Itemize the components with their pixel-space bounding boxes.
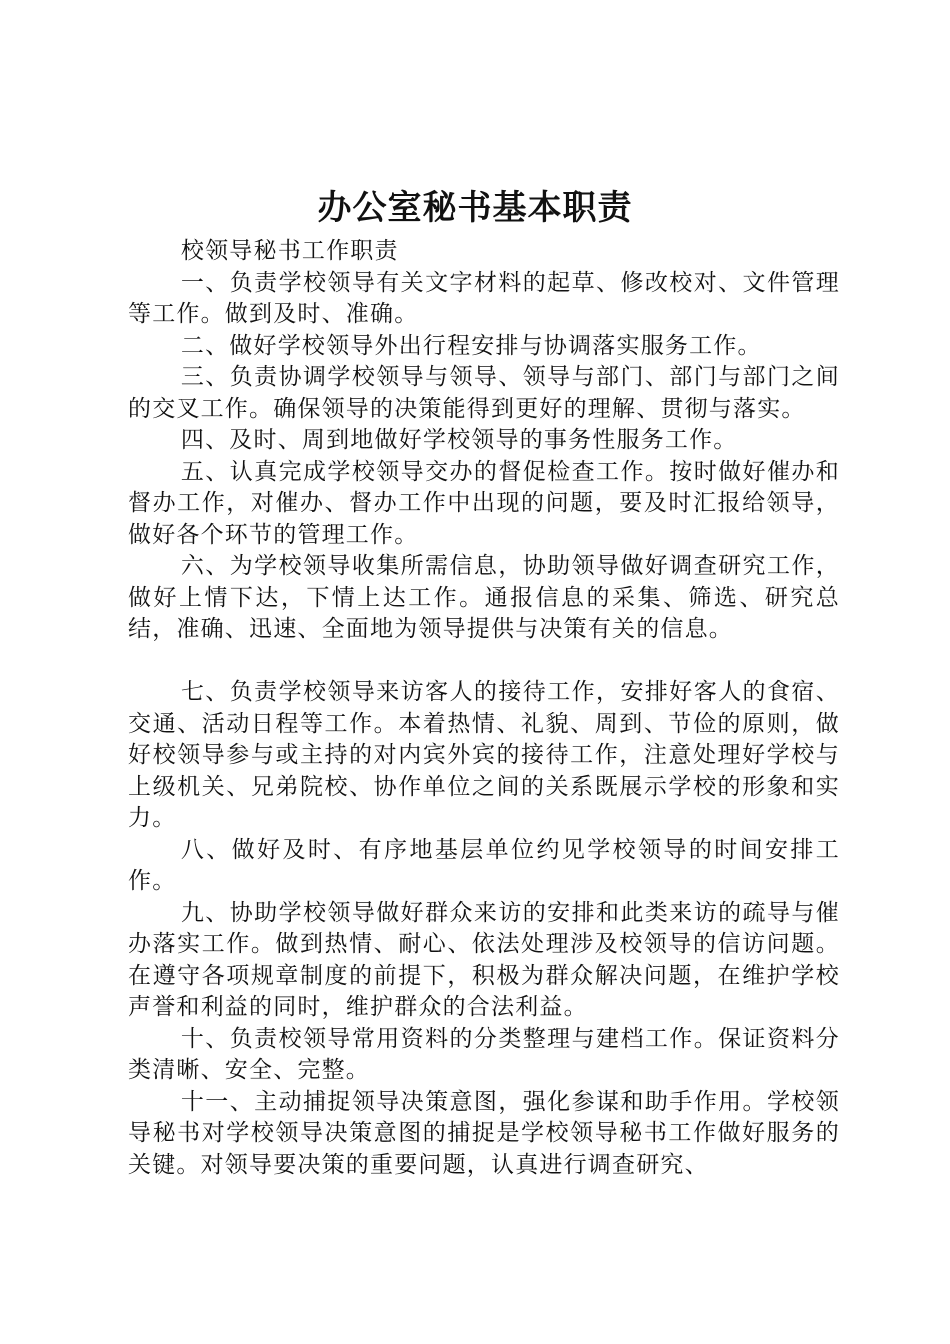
document-body xyxy=(128,236,840,1181)
paragraph-item-8: 八、做好及时、有序地基层单位约见学校领导的时间安排工作。 xyxy=(128,836,840,894)
paragraph-item-9: 九、协助学校领导做好群众来访的安排和此类来访的疏导与催办落实工作。做到热情、耐心、依法处理涉及校领导的信访问题。在遵守各项规章制度的前提下，积极为群众解决问题，在维护学校声誉和利益的同时，维护群众的合法利益。 xyxy=(128,899,840,1020)
paragraph-item-5: 五、认真完成学校领导交办的督促检查工作。按时做好催办和督办工作，对催办、督办工作中出现的问题，要及时汇报给领导，做好各个环节的管理工作。 xyxy=(128,458,840,548)
paragraph-heading: 校领导秘书工作职责 xyxy=(180,238,399,264)
paragraph-item-2: 二、做好学校领导外出行程安排与协调落实服务工作。 xyxy=(180,332,762,359)
paragraph-item-1: 一、负责学校领导有关文字材料的起草、修改校对、文件管理等工作。做到及时、准确。 xyxy=(128,269,840,327)
paragraph-item-7: 七、负责学校领导来访客人的接待工作，安排好客人的食宿、交通、活动日程等工作。本着热情、礼貌、周到、节俭的原则，做好校领导参与或主持的对内宾外宾的接待工作，注意处理好学校与上级机关、兄弟院校、协作单位之间的关系既展示学校的形象和实力。 xyxy=(128,679,840,831)
paragraph-item-4: 四、及时、周到地做好学校领导的事务性服务工作。 xyxy=(180,427,738,453)
paragraph-item-11: 十一、主动捕捉领导决策意图，强化参谋和助手作用。学校领导秘书对学校领导决策意图的捕捉是学校领导秘书工作做好服务的关键。对领导要决策的重要问题，认真进行调查研究、 xyxy=(128,1088,840,1178)
document-title: 办公室秘书基本职责 xyxy=(317,188,633,228)
paragraph-item-3: 三、负责协调学校领导与领导、领导与部门、部门与部门之间的交叉工作。确保领导的决策能得到更好的理解、贯彻与落实。 xyxy=(128,364,840,422)
paragraph-item-6: 六、为学校领导收集所需信息，协助领导做好调查研究工作，做好上情下达，下情上达工作。通报信息的采集、筛选、研究总结，准确、迅速、全面地为领导提供与决策有关的信息。 xyxy=(128,553,840,642)
paragraph-item-10: 十、负责校领导常用资料的分类整理与建档工作。保证资料分类清晰、安全、完整。 xyxy=(128,1025,840,1083)
